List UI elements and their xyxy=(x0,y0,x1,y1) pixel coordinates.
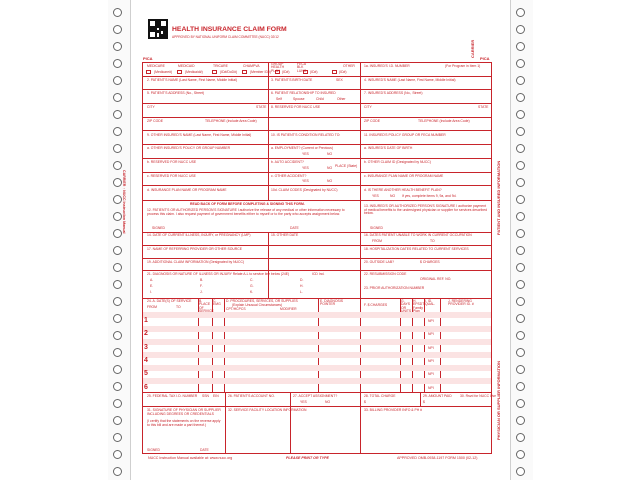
self-label: Self xyxy=(276,97,282,101)
another-no: NO xyxy=(390,194,396,198)
auto-yes: YES xyxy=(302,166,309,170)
prior-auth-label: 23. PRIOR AUTHORIZATION NUMBER xyxy=(364,286,425,290)
diagnosis-letter: D. xyxy=(300,278,304,282)
policy-label: 11. INSURED'S POLICY GROUP OR FECA NUMBER xyxy=(364,133,446,137)
tractor-hole-icon xyxy=(113,229,122,238)
condition-label: 10. IS PATIENT'S CONDITION RELATED TO: xyxy=(271,133,341,137)
col-j-label: J. RENDERING PROVIDER ID. # xyxy=(448,299,474,307)
group-label: GROUP HEALTH PLAN xyxy=(271,62,285,73)
tractor-hole-icon xyxy=(113,161,122,170)
tractor-hole-icon xyxy=(113,178,122,187)
insured-address-label: 7. INSURED'S ADDRESS (No., Street) xyxy=(364,91,423,95)
employment-yes: YES xyxy=(302,152,309,156)
tractor-hole-icon xyxy=(516,127,525,136)
service-line-number: 3 xyxy=(144,343,148,351)
col-a-from: FROM xyxy=(147,305,157,309)
tractor-hole-icon xyxy=(516,25,525,34)
insured-telephone-label: TELEPHONE (Include Area Code) xyxy=(418,119,470,123)
diagnosis-letter: G. xyxy=(250,284,254,288)
pica-left: PICA xyxy=(143,56,153,61)
assign-yes: YES xyxy=(300,400,307,404)
tractor-hole-icon xyxy=(516,297,525,306)
tractor-hole-icon xyxy=(113,297,122,306)
date-label-12: DATE xyxy=(290,226,299,230)
medicaid-checkbox[interactable] xyxy=(177,70,182,74)
date-label-31: DATE xyxy=(200,448,209,452)
service-line-number: 6 xyxy=(144,383,148,391)
tractor-hole-icon xyxy=(516,229,525,238)
state-label: STATE xyxy=(256,105,267,109)
col-d2-label: (Explain Unusual Circumstances) xyxy=(232,303,283,307)
tractor-hole-icon xyxy=(516,382,525,391)
other-date-label: 15. OTHER DATE xyxy=(271,233,299,237)
diagnosis-letter: K. xyxy=(250,290,254,294)
tractor-hole-icon xyxy=(516,212,525,221)
tractor-hole-icon xyxy=(516,178,525,187)
diagnosis-letter: H. xyxy=(300,284,304,288)
tractor-hole-icon xyxy=(516,161,525,170)
insured-state-label: STATE xyxy=(478,105,489,109)
diagnosis-letter: A. xyxy=(150,278,154,282)
zip-label: ZIP CODE xyxy=(147,119,163,123)
insured-name-label: 4. INSURED'S NAME (Last Name, First Name, Middle Initial) xyxy=(364,78,456,82)
tractor-hole-icon xyxy=(113,127,122,136)
cpt-label: CPT/HCPCS xyxy=(226,307,246,311)
icd-ind-label: ICD Ind. xyxy=(312,272,325,276)
account-label: 26. PATIENT'S ACCOUNT NO. xyxy=(228,394,275,398)
tractor-hole-icon xyxy=(516,59,525,68)
another-yes: YES xyxy=(372,194,379,198)
tractor-hole-icon xyxy=(113,25,122,34)
medicare-checkbox[interactable] xyxy=(146,70,151,74)
sex-label: SEX xyxy=(336,78,343,82)
tractor-hole-icon xyxy=(113,212,122,221)
npi-label: NPI xyxy=(428,332,434,337)
spouse-label: Spouse xyxy=(293,97,305,101)
col-c-label: C. EMG xyxy=(213,299,221,307)
group-number: (ID#) xyxy=(282,70,290,74)
feca-number: (ID#) xyxy=(310,70,318,74)
tractor-hole-icon xyxy=(113,246,122,255)
telephone-label: TELEPHONE (Include Area Code) xyxy=(205,119,257,123)
feca-label: FECA BLK LUNG xyxy=(297,62,307,73)
col-e-label: E. DIAGNOSIS POINTER xyxy=(320,299,343,307)
signed-label-12: SIGNED xyxy=(152,226,165,230)
tractor-hole-icon xyxy=(516,416,525,425)
c-reserved-label: c. RESERVED FOR NUCC USE xyxy=(147,174,196,178)
employment-no: NO xyxy=(327,152,333,156)
tractor-hole-icon xyxy=(516,331,525,340)
physician-signature-label: 31. SIGNATURE OF PHYSICIAN OR SUPPLIER INCLUDING DEGREES OR CREDENTIALS xyxy=(147,408,221,416)
other-policy-label: a. OTHER INSURED'S POLICY OR GROUP NUMBER xyxy=(147,146,231,150)
diagnosis-letter: J. xyxy=(200,290,203,294)
champva-number: (Member ID#) xyxy=(250,70,271,74)
tractor-hole-icon xyxy=(113,433,122,442)
tractor-hole-icon xyxy=(516,314,525,323)
col-g-label: G. DAYS OR UNITS xyxy=(401,299,412,314)
referring-label: 17. NAME OF REFERRING PROVIDER OR OTHER SOURCE xyxy=(147,247,242,251)
outside-lab-label: 20. OUTSIDE LAB? xyxy=(364,260,394,264)
tricare-label: TRICARE xyxy=(213,64,228,68)
facility-label: 32. SERVICE FACILITY LOCATION INFORMATION xyxy=(228,408,307,412)
plan-name-label: c. INSURANCE PLAN NAME OR PROGRAM NAME xyxy=(364,174,444,178)
tractor-hole-icon xyxy=(113,348,122,357)
other-number: (ID#) xyxy=(339,70,347,74)
tractor-hole-icon xyxy=(113,416,122,425)
insured-city-label: CITY xyxy=(364,105,372,109)
service-line-number: 5 xyxy=(144,370,148,378)
resubmission-label: 22. RESUBMISSION CODE xyxy=(364,272,407,276)
tractor-hole-icon xyxy=(516,450,525,459)
tractor-hole-icon xyxy=(113,450,122,459)
tractor-hole-icon xyxy=(516,110,525,119)
group-checkbox[interactable] xyxy=(275,70,280,74)
total-dollar: $ xyxy=(364,400,366,404)
col-d-label: D. PROCEDURES, SERVICES, OR SUPPLIES xyxy=(226,299,298,303)
col-a-to: TO xyxy=(176,305,181,309)
medicare-label: MEDICARE xyxy=(147,64,165,68)
tractor-hole-icon xyxy=(516,76,525,85)
tricare-checkbox[interactable] xyxy=(212,70,217,74)
footer-approved: APPROVED OMB-0938-1197 FORM 1500 (02-12) xyxy=(397,456,478,460)
unable-from: FROM xyxy=(372,239,382,243)
unable-work-label: 16. DATES PATIENT UNABLE TO WORK IN CURRENT OCCUPATION xyxy=(364,233,472,237)
footer-print: PLEASE PRINT OR TYPE xyxy=(286,456,329,460)
col-h-label: H. EPSDT Family Plan xyxy=(413,299,425,314)
other-acc-no: NO xyxy=(327,179,333,183)
modifier-label: MODIFIER xyxy=(280,307,297,311)
tractor-hole-icon xyxy=(113,399,122,408)
signed-label-13: SIGNED xyxy=(370,226,383,230)
form-approval: APPROVED BY NATIONAL UNIFORM CLAIM COMMITTEE (NUCC) 02/12 xyxy=(172,35,279,39)
other-rel-label: Other xyxy=(337,97,346,101)
tractor-hole-icon xyxy=(113,8,122,17)
tractor-hole-icon xyxy=(516,263,525,272)
tractor-hole-icon xyxy=(113,314,122,323)
employment-label: a. EMPLOYMENT? (Current or Previous) xyxy=(271,146,333,150)
col-a-label: 24. A. DATE(S) OF SERVICE xyxy=(147,299,192,303)
assignment-label: 27. ACCEPT ASSIGNMENT? xyxy=(293,394,338,398)
tractor-hole-icon xyxy=(516,467,525,476)
hosp-label: 18. HOSPITALIZATION DATES RELATED TO CURRENT SERVICES xyxy=(364,247,469,251)
medicaid-label: MEDICAID xyxy=(178,64,195,68)
other-insured-name-label: 9. OTHER INSURED'S NAME (Last Name, First Name, Middle Initial) xyxy=(147,133,252,137)
col-b-label: B. PLACE OF SERVICE xyxy=(199,299,214,314)
ein-label: EIN xyxy=(213,394,219,398)
auto-accident-label: b. AUTO ACCIDENT? xyxy=(271,160,304,164)
total-charge-label: 28. TOTAL CHARGE xyxy=(364,394,396,398)
left-tractor-strip xyxy=(108,0,131,480)
tractor-hole-icon xyxy=(113,382,122,391)
paid-dollar: $ xyxy=(423,400,425,404)
tractor-hole-icon xyxy=(516,42,525,51)
other-acc-yes: YES xyxy=(302,179,309,183)
b-reserved-label: b. RESERVED FOR NUCC USE xyxy=(147,160,197,164)
d-plan-label: d. INSURANCE PLAN NAME OR PROGRAM NAME xyxy=(147,188,227,192)
fed-tax-label: 25. FEDERAL TAX I.D. NUMBER xyxy=(147,394,198,398)
signed-label-31: SIGNED xyxy=(147,448,160,452)
diagnosis-letter: C. xyxy=(250,278,254,282)
tractor-hole-icon xyxy=(516,246,525,255)
rsvd-label: 30. Rsvd for NUCC Use xyxy=(460,394,496,398)
col-i-label: I. ID. QUAL. xyxy=(425,299,436,307)
tractor-hole-icon xyxy=(113,42,122,51)
tractor-hole-icon xyxy=(113,110,122,119)
reserved-label: 8. RESERVED FOR NUCC USE xyxy=(271,105,321,109)
feca-checkbox[interactable] xyxy=(303,70,308,74)
patient-insured-side-label: PATIENT AND INSURED INFORMATION xyxy=(496,160,501,235)
physician-side-label: PHYSICIAN OR SUPPLIER INFORMATION xyxy=(496,360,501,440)
tractor-hole-icon xyxy=(113,263,122,272)
insured-zip-label: ZIP CODE xyxy=(364,119,380,123)
tractor-hole-icon xyxy=(516,195,525,204)
tractor-hole-icon xyxy=(516,348,525,357)
additional-label: 19. ADDITIONAL CLAIM INFORMATION (Designated by NUCC) xyxy=(147,260,245,264)
child-label: Child xyxy=(316,97,324,101)
medicaid-number: (Medicaid#) xyxy=(185,70,203,74)
right-tractor-strip xyxy=(510,0,533,480)
qr-code-icon xyxy=(148,19,168,39)
col-f-label: F. $ CHARGES xyxy=(364,303,388,307)
assign-no: NO xyxy=(325,400,331,404)
patient-name-label: 2. PATIENT'S NAME (Last Name, First Name, Middle Initial) xyxy=(147,78,238,82)
tractor-hole-icon xyxy=(113,76,122,85)
other-accident-label: c. OTHER ACCIDENT? xyxy=(271,174,307,178)
diagnosis-letter: E. xyxy=(150,284,154,288)
left-side-label: CARRIER ↑ NUCC Instruction Manual xyxy=(122,170,126,234)
claim-codes-label: 10d. CLAIM CODES (Designated by NUCC) xyxy=(271,188,338,192)
tractor-hole-icon xyxy=(516,8,525,17)
tractor-hole-icon xyxy=(113,195,122,204)
tractor-hole-icon xyxy=(113,467,122,476)
diagnosis-label: 21. DIAGNOSIS OR NATURE OF ILLNESS OR INJURY Relate A-L to service line below (24E) xyxy=(147,272,290,276)
billing-label: 33. BILLING PROVIDER INFO & PH # xyxy=(364,408,423,412)
tractor-hole-icon xyxy=(113,365,122,374)
amount-paid-label: 29. AMOUNT PAID xyxy=(423,394,452,398)
another-plan-label: d. IS THERE ANOTHER HEALTH BENEFIT PLAN? xyxy=(364,188,442,192)
diagnosis-letter: L. xyxy=(300,290,303,294)
program-label: (For Program in Item 1) xyxy=(445,64,481,68)
auto-no: NO xyxy=(327,166,333,170)
city-label: CITY xyxy=(147,105,155,109)
tractor-hole-icon xyxy=(113,59,122,68)
form-title: HEALTH INSURANCE CLAIM FORM xyxy=(172,26,287,33)
patient-address-label: 5. PATIENT'S ADDRESS (No., Street) xyxy=(147,91,205,95)
relationship-label: 6. PATIENT RELATIONSHIP TO INSURED xyxy=(271,91,336,95)
insured-id-label: 1a. INSURED'S I.D. NUMBER xyxy=(364,64,410,68)
tractor-hole-icon xyxy=(516,399,525,408)
npi-label: NPI xyxy=(428,358,434,363)
tricare-number: (ID#/DoD#) xyxy=(220,70,238,74)
original-ref-label: ORIGINAL REF. NO. xyxy=(420,277,452,281)
insured-signature-text: 13. INSURED'S OR AUTHORIZED PERSON'S SIGNATURE I authorize payment of medical benefits to the undersigned physician or supplier for services described below. xyxy=(364,204,488,216)
service-line-number: 2 xyxy=(144,330,148,338)
npi-label: NPI xyxy=(428,319,434,323)
insured-dob-label: a. INSURED'S DATE OF BIRTH xyxy=(364,146,413,150)
unable-to: TO xyxy=(430,239,435,243)
pica-right: PICA xyxy=(480,56,490,61)
tractor-hole-icon xyxy=(516,433,525,442)
ssn-label: SSN xyxy=(202,394,209,398)
diagnosis-letter: F. xyxy=(200,284,203,288)
tractor-hole-icon xyxy=(516,144,525,153)
other-checkbox[interactable] xyxy=(332,70,337,74)
place-label: PLACE (State) xyxy=(335,164,358,168)
birth-date-label: 3. PATIENT'S BIRTH DATE xyxy=(271,78,313,82)
current-illness-label: 14. DATE OF CURRENT ILLNESS, INJURY, or PREGNANCY (LMP) xyxy=(147,233,251,237)
read-back-label: READ BACK OF FORM BEFORE COMPLETING & SIGNING THIS FORM. xyxy=(190,202,305,206)
other-label: OTHER xyxy=(343,64,355,68)
tractor-hole-icon xyxy=(516,365,525,374)
champva-label: CHAMPVA xyxy=(243,64,260,68)
npi-label: NPI xyxy=(428,372,434,377)
carrier-label: CARRIER xyxy=(470,39,475,58)
patient-signature-text: 12. PATIENT'S OR AUTHORIZED PERSON'S SIGNATURE I authorize the release of any medical or other information necessary to process this claim. I also request payment of government benefits either to myself or to the party who accepts assignment below. xyxy=(147,208,345,216)
diagnosis-letter: I. xyxy=(150,290,152,294)
npi-label: NPI xyxy=(428,345,434,350)
tractor-hole-icon xyxy=(516,280,525,289)
if-yes-note: If yes, complete items 9, 9a, and 9d. xyxy=(402,194,457,198)
npi-label: NPI xyxy=(428,385,434,390)
other-claim-label: b. OTHER CLAIM ID (Designated by NUCC) xyxy=(364,160,431,164)
service-line-number: 1 xyxy=(144,317,148,324)
tractor-hole-icon xyxy=(113,144,122,153)
charges-label: $ CHARGES xyxy=(420,260,440,264)
service-line-number: 4 xyxy=(144,356,148,364)
tractor-hole-icon xyxy=(113,331,122,340)
diagnosis-letter: B. xyxy=(200,278,204,282)
physician-certify-note: (I certify that the statements on the reverse apply to this bill and are made a part thereof.) xyxy=(147,419,221,427)
footer-manual: NUCC Instruction Manual available at: www.nucc.org xyxy=(148,456,233,460)
champva-checkbox[interactable] xyxy=(242,70,247,74)
medicare-number: (Medicare#) xyxy=(154,70,173,74)
tractor-hole-icon xyxy=(516,93,525,102)
tractor-hole-icon xyxy=(113,93,122,102)
tractor-hole-icon xyxy=(113,280,122,289)
